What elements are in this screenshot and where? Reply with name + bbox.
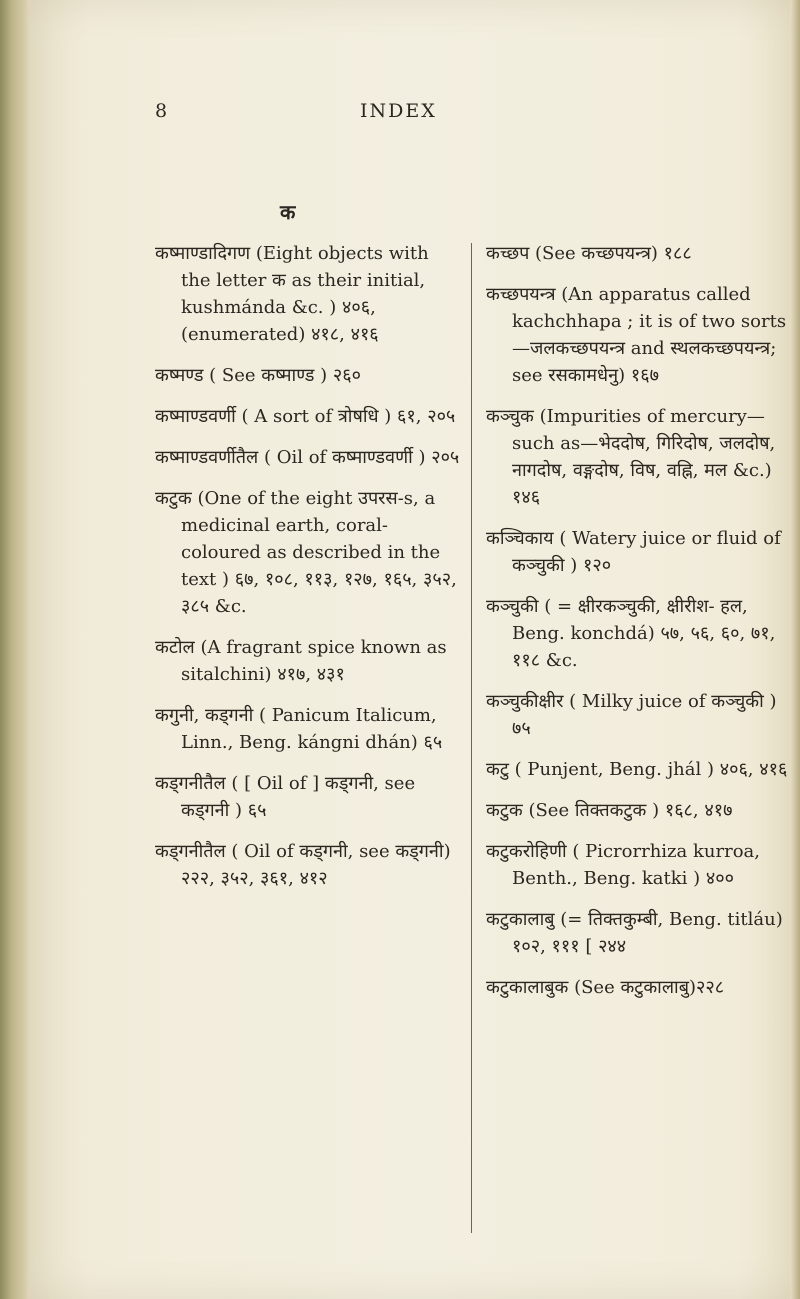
page-edge xyxy=(790,0,800,1299)
index-entry: कटुक (See तिक्तकटुक ) १६८, ४१७ xyxy=(486,800,733,821)
index-entry: कञ्चुकी ( = क्षीरकञ्चुकी, क्षीरीश- हल, Beng. konchdá) ५७, ५६, ६०, ७१, ११८ &c. xyxy=(486,596,776,671)
index-entry: कटुकरोहिणी ( Picrorrhiza kurroa, Benth., Beng. katki ) ४०० xyxy=(486,841,760,889)
index-entry: कगुनी, कड्गनी ( Panicum Italicum, Linn., Beng. kángni dhán) ६५ xyxy=(155,705,443,753)
left-column xyxy=(155,240,460,906)
page-number: 8 xyxy=(155,100,170,122)
page-header xyxy=(0,100,800,140)
index-entry: कष्मण्ड ( See कष्माण्ड ) २६० xyxy=(155,365,361,386)
index-entry: कटु ( Punjent, Beng. jhál ) ४०६, ४१६ xyxy=(486,759,788,780)
column-divider xyxy=(471,243,472,1233)
index-entry: कच्छप (See कच्छपयन्त्र) १८८ xyxy=(486,243,692,264)
index-entry: कञ्चुक (Impurities of mercury— such as—भेददोष, गिरिदोष, जलदोष, नागदोष, वङ्गदोष, विष, वह्नि, मल &c.) १४६ xyxy=(486,406,776,508)
index-entry: कञ्चिकाय ( Watery juice or fluid of कञ्चुकी ) १२० xyxy=(486,528,781,576)
index-entry: कटुकालाबुक (See कटुकालाबु)२२८ xyxy=(486,977,725,998)
index-entry: कष्माण्डादिगण (Eight objects with the letter क as their initial, kushmánda &c. ) ४०६, (enumerated) ४१८, ४१६ xyxy=(155,243,429,345)
section-letter: क xyxy=(280,200,296,224)
index-entry: कञ्चुकीक्षीर ( Milky juice of कञ्चुकी ) ७५ xyxy=(486,691,777,739)
index-entry: कटोल (A fragrant spice known as sitalchini) ४१७, ४३१ xyxy=(155,637,447,685)
book-spine xyxy=(0,0,30,1299)
right-column xyxy=(486,240,791,1015)
page-title: INDEX xyxy=(360,100,437,122)
index-entry: कड्गनीतैल ( Oil of कड्गनी, see कड्गनी) २२२, ३५२, ३६१, ४१२ xyxy=(155,841,451,889)
index-entry: कष्माण्डवर्णीतैल ( Oil of कष्माण्डवर्णी ) २०५ xyxy=(155,447,460,468)
index-entry: कच्छपयन्त्र (An apparatus called kachchhapa ; it is of two sorts—जलकच्छपयन्त्र and स्थलकच्छपयन्त्र; see रसकामधेनु) १६७ xyxy=(486,284,787,386)
index-entry: कष्माण्डवर्णी ( A sort of त्रोषधि ) ६१, २०५ xyxy=(155,406,456,427)
index-entry: कटुकालाबु (= तिक्तकुम्बी, Beng. titláu) १०२, १११ [ २४४ xyxy=(486,909,783,957)
index-entry: कड्गनीतैल ( [ Oil of ] कड्गनी, see कड्गनी ) ६५ xyxy=(155,773,416,821)
index-entry: कटुक (One of the eight उपरस-s, a medicinal earth, coral-coloured as described in the text ) ६७, १०८, ११३, १२७, १६५, ३५२, ३८५ &c. xyxy=(155,488,457,617)
